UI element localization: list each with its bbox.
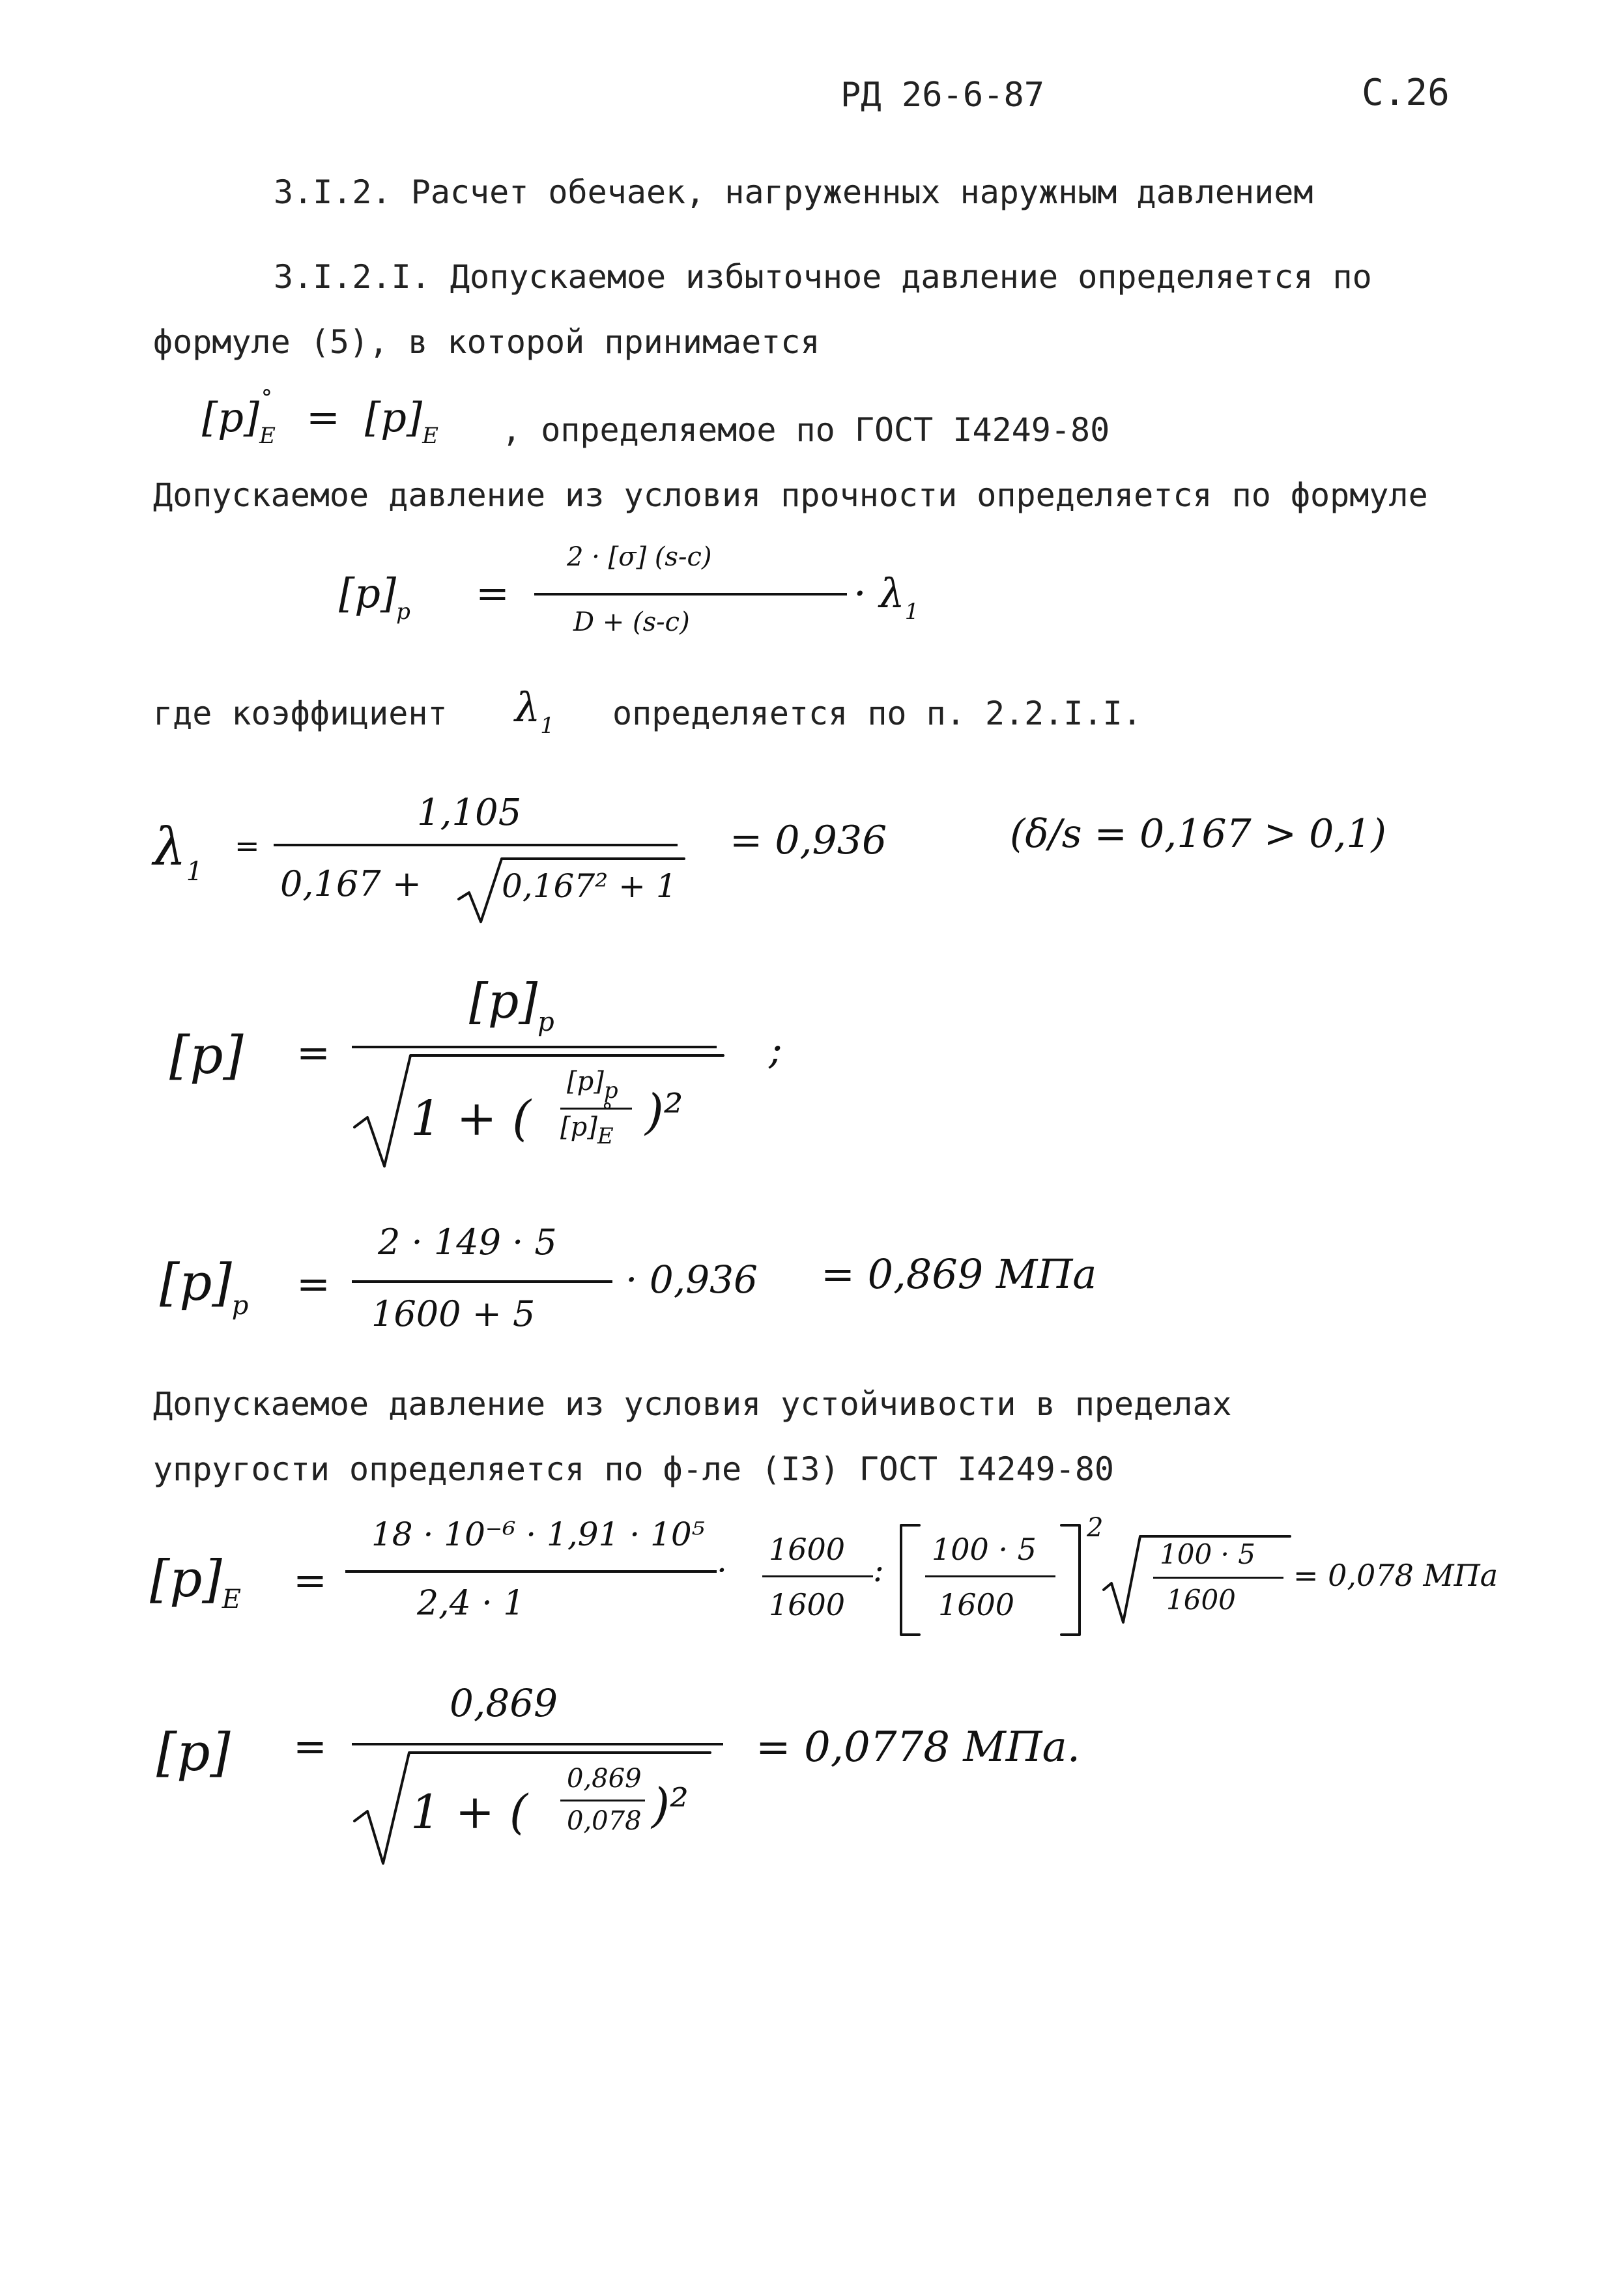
fraction-bar: [352, 1743, 723, 1745]
multiply-dot: ·: [717, 1551, 727, 1589]
fraction-bar: [560, 1800, 645, 1801]
fraction-bar: [560, 1108, 632, 1110]
paragraph-1-line-2: формуле (5), в которой принимается: [153, 323, 820, 361]
pe-calc-denominator-2: 1600: [769, 1587, 846, 1622]
section-title: 3.I.2. Расчет обечаек, нагруженных наружным давлением: [274, 173, 1313, 211]
equals-sign: =: [476, 569, 509, 617]
fraction-bar: [274, 844, 678, 846]
paragraph-2: Допускаемое давление из условия прочности определяется по формуле: [153, 476, 1428, 514]
fraction-bar: [762, 1575, 873, 1577]
lambda-result: = 0,936: [730, 818, 887, 863]
pe-calc-denominator-3: 1600: [938, 1587, 1015, 1622]
bracket-left: [896, 1521, 922, 1639]
pp-calc-lhs: $[p]_p$: [160, 1254, 249, 1321]
formula-p-denominator-a: 1 + (: [410, 1091, 531, 1147]
formula-p-e: $[p]_E$: [365, 394, 438, 449]
equals-sign: =: [293, 1557, 327, 1604]
bracket-right: [1059, 1521, 1085, 1639]
final-result: = 0,0778 МПа.: [756, 1723, 1081, 1772]
fraction-bar: [1153, 1577, 1283, 1579]
final-inner-numerator: 0,869: [567, 1764, 642, 1794]
pe-calc-numerator-4: 100 · 5: [1160, 1538, 1255, 1570]
formula-p-inner-numerator: $[p]_p$: [567, 1067, 618, 1104]
pp-calc-multiplier: · 0,936: [625, 1257, 758, 1302]
fraction-bar: [352, 1046, 717, 1048]
paragraph-4-line-1: Допускаемое давление из условия устойчивости в пределах: [153, 1385, 1232, 1423]
fraction-bar: [352, 1280, 612, 1283]
pe-calc-denominator-1: 2,4 · 1: [417, 1584, 525, 1623]
formula-p-inner-denominator: $[p]_E^\circ$: [560, 1098, 614, 1149]
semicolon: ;: [769, 1026, 782, 1073]
pp-calc-numerator: 2 · 149 · 5: [378, 1222, 557, 1263]
fraction-bar: [925, 1575, 1055, 1577]
pe-calc-lhs: $[p]_E$: [150, 1550, 241, 1614]
equals-sign: =: [296, 1260, 330, 1308]
equals-sign: =: [306, 394, 340, 441]
lambda-numerator: 1,105: [417, 792, 522, 834]
formula-p-numerator: $[p]_p$: [469, 973, 554, 1037]
fraction-bar: [345, 1570, 717, 1573]
final-numerator: 0,869: [450, 1681, 558, 1725]
paragraph-3-b: определяется по п. 2.2.I.I.: [612, 695, 1142, 732]
pe-calc-denominator-4: 1600: [1166, 1584, 1236, 1616]
document-code: РД 26-6-87: [840, 76, 1045, 115]
pp-calc-denominator: 1600 + 5: [371, 1293, 536, 1334]
page-number: С.26: [1362, 72, 1450, 114]
multiply-dot: :: [873, 1551, 884, 1589]
paragraph-3-a: где коэффициент: [153, 695, 448, 732]
lambda-condition: (δ/s = 0,167 > 0,1): [1010, 811, 1386, 857]
formula-pp-lhs: $[p]_p$: [339, 569, 410, 625]
equals-sign: =: [296, 1029, 330, 1076]
lambda-denominator-sqrt: 0,167² + 1: [502, 867, 677, 905]
equals-sign: =: [293, 1723, 327, 1770]
formula-pp-numerator: 2 · [σ] (s-c): [567, 542, 712, 572]
exponent-two: 2: [1087, 1513, 1104, 1543]
pp-calc-result: = 0,869 МПа: [821, 1250, 1097, 1298]
lambda-symbol: · $\lambda_1$: [853, 569, 919, 625]
pe-calc-numerator-2: 1600: [769, 1532, 846, 1567]
final-denominator-a: 1 + (: [410, 1785, 528, 1839]
formula-p-lhs: [p]: [169, 1025, 244, 1085]
formula-pp-denominator: D + (s-c): [573, 607, 690, 637]
paragraph-1-line-1: 3.I.2.I. Допускаемое избыточное давление определяется по: [274, 258, 1372, 296]
paragraph-4-line-2: упругости определяется по ф-ле (I3) ГОСТ I4249-80: [153, 1450, 1115, 1488]
final-denominator-close: )²: [652, 1778, 689, 1833]
lambda-denominator-a: 0,167 +: [280, 863, 422, 904]
lambda-symbol: $\lambda_1$: [515, 683, 554, 739]
fraction-bar: [534, 593, 847, 596]
definition-text: , определяемое по ГОСТ I4249-80: [502, 411, 1110, 449]
final-inner-denominator: 0,078: [567, 1806, 642, 1836]
pe-calc-numerator-3: 100 · 5: [932, 1532, 1037, 1567]
pe-calc-result: = 0,078 МПа: [1293, 1558, 1498, 1593]
formula-p-e0: $[p]_E^\circ$: [202, 385, 276, 449]
pe-calc-numerator-1: 18 · 10⁻⁶ · 1,91 · 10⁵: [371, 1515, 705, 1553]
final-lhs: [p]: [156, 1722, 231, 1783]
formula-p-denominator-close: )²: [645, 1084, 683, 1140]
lambda-lhs: $\lambda_1$: [153, 816, 203, 887]
equals-sign: =: [235, 828, 260, 863]
